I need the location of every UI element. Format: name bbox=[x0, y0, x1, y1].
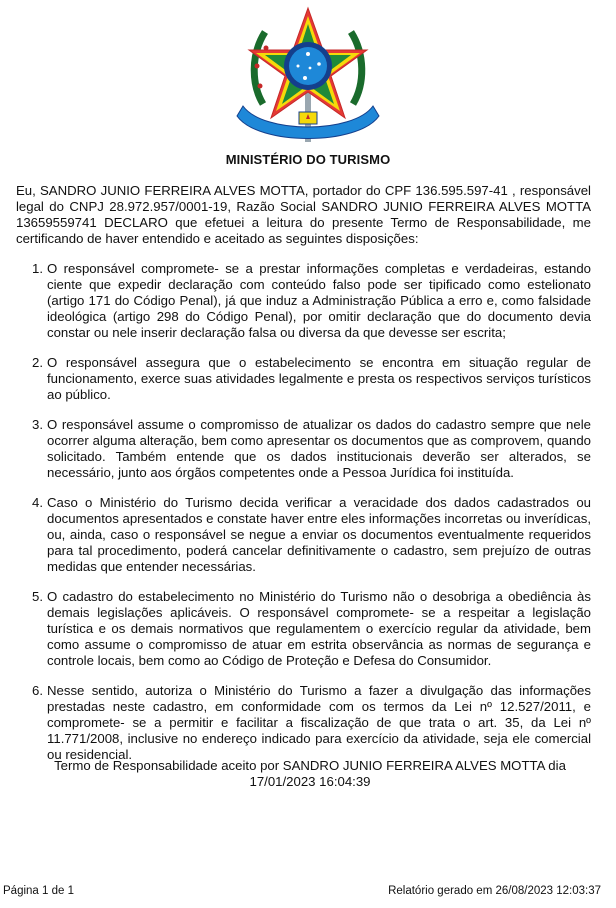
acceptance-line: Termo de Responsabilidade aceito por SANDRO JUNIO FERREIRA ALVES MOTTA dia bbox=[54, 758, 566, 773]
clause-number: 2. bbox=[32, 355, 43, 370]
clause-item bbox=[16, 417, 591, 481]
clause-number: 4. bbox=[32, 495, 43, 510]
page-title: MINISTÉRIO DO TURISMO bbox=[225, 152, 391, 167]
clause-text: Caso o Ministério do Turismo decida verificar a veracidade dos dados cadastrados ou documentos apresentados e constate haver entre eles informações incorretas ou inverídicas, ou, ainda, caso o responsável se negue a enviar os documentos eventualmente requeridos para tal procedimento, poderá cancelar definitivamente o cadastro, sem prejuízo de outras medidas que entender necessárias. bbox=[47, 495, 591, 574]
clause-number: 3. bbox=[32, 417, 43, 432]
report-generated-timestamp: Relatório gerado em 26/08/2023 12:03:37 bbox=[388, 885, 601, 897]
clause-text: O responsável assegura que o estabelecimento se encontra em situação regular de funcionamento, exerce suas atividades legalmente e presta os respectivos serviços turísticos ao público. bbox=[47, 355, 591, 402]
clause-text: O responsável assume o compromisso de atualizar os dados do cadastro sempre que nele ocorrer alguma alteração, bem como apresentar os documentos que as comprovem, quando solicitado. Também entende que os dados institucionais deverão ser alterados, se necessário, junto aos órgãos competentes onde a Pessoa Jurídica foi instituída. bbox=[47, 417, 591, 480]
clause-number: 5. bbox=[32, 589, 43, 604]
clause-item bbox=[16, 683, 591, 763]
page-number: Página 1 de 1 bbox=[3, 885, 74, 897]
coat-of-arms-icon bbox=[233, 4, 383, 144]
clause-item bbox=[16, 495, 591, 575]
clause-text: O cadastro do estabelecimento no Ministério do Turismo não o desobriga a obediência às demais legislações aplicáveis. O responsável compromete- se a respeitar a legislação turística e os demais normativos que regulamentem o exercício regular da atividade, bem como assume o compromisso de atuar em estrita observância as normas de segurança e controle locais, bem como ao Código de Proteção e Defesa do Consumidor. bbox=[47, 589, 591, 668]
acceptance-datetime: 17/01/2023 16:04:39 bbox=[249, 774, 371, 789]
clause-text: O responsável compromete- se a prestar informações completas e verdadeiras, estando ciente que expedir declaração com conteúdo falso pode ser tipificado como estelionato (artigo 171 do Código Penal), já que induz a Administração Pública a erro e, como falsidade ideológica (artigo 298 do Código Penal), por omitir declaração que do documento devia constar ou nele inserir declaração falsa ou diversa da que devesse ser escrita; bbox=[47, 261, 591, 340]
clause-number: 6. bbox=[32, 683, 43, 698]
clause-number: 1. bbox=[32, 261, 43, 276]
clause-text: Nesse sentido, autoriza o Ministério do Turismo a fazer a divulgação das informações prestadas neste cadastro, em conformidade com os termos da Lei nº 12.527/2011, e compromete- se a permitir e facilitar a fiscalização de que trata o art. 35, da Lei nº 11.771/2008, inclusive no endereço indicado para exercício da atividade, seja ele comercial ou residencial. bbox=[47, 683, 591, 762]
coat-of-arms-emblem bbox=[233, 4, 383, 144]
clause-item bbox=[16, 261, 591, 341]
acceptance-statement bbox=[40, 758, 580, 790]
declaration-intro: Eu, SANDRO JUNIO FERREIRA ALVES MOTTA, portador do CPF 136.595.597-41 , responsável legal do CNPJ 28.972.957/0001-19, Razão Social SANDRO JUNIO FERREIRA ALVES MOTTA 13659559741 DECLARO que efetuei a leitura do presente Termo de Responsabilidade, me certificando de haver entendido e aceitado as seguintes disposições: bbox=[16, 183, 591, 246]
clauses-list bbox=[16, 261, 591, 777]
clause-item bbox=[16, 589, 591, 669]
clause-item bbox=[16, 355, 591, 403]
